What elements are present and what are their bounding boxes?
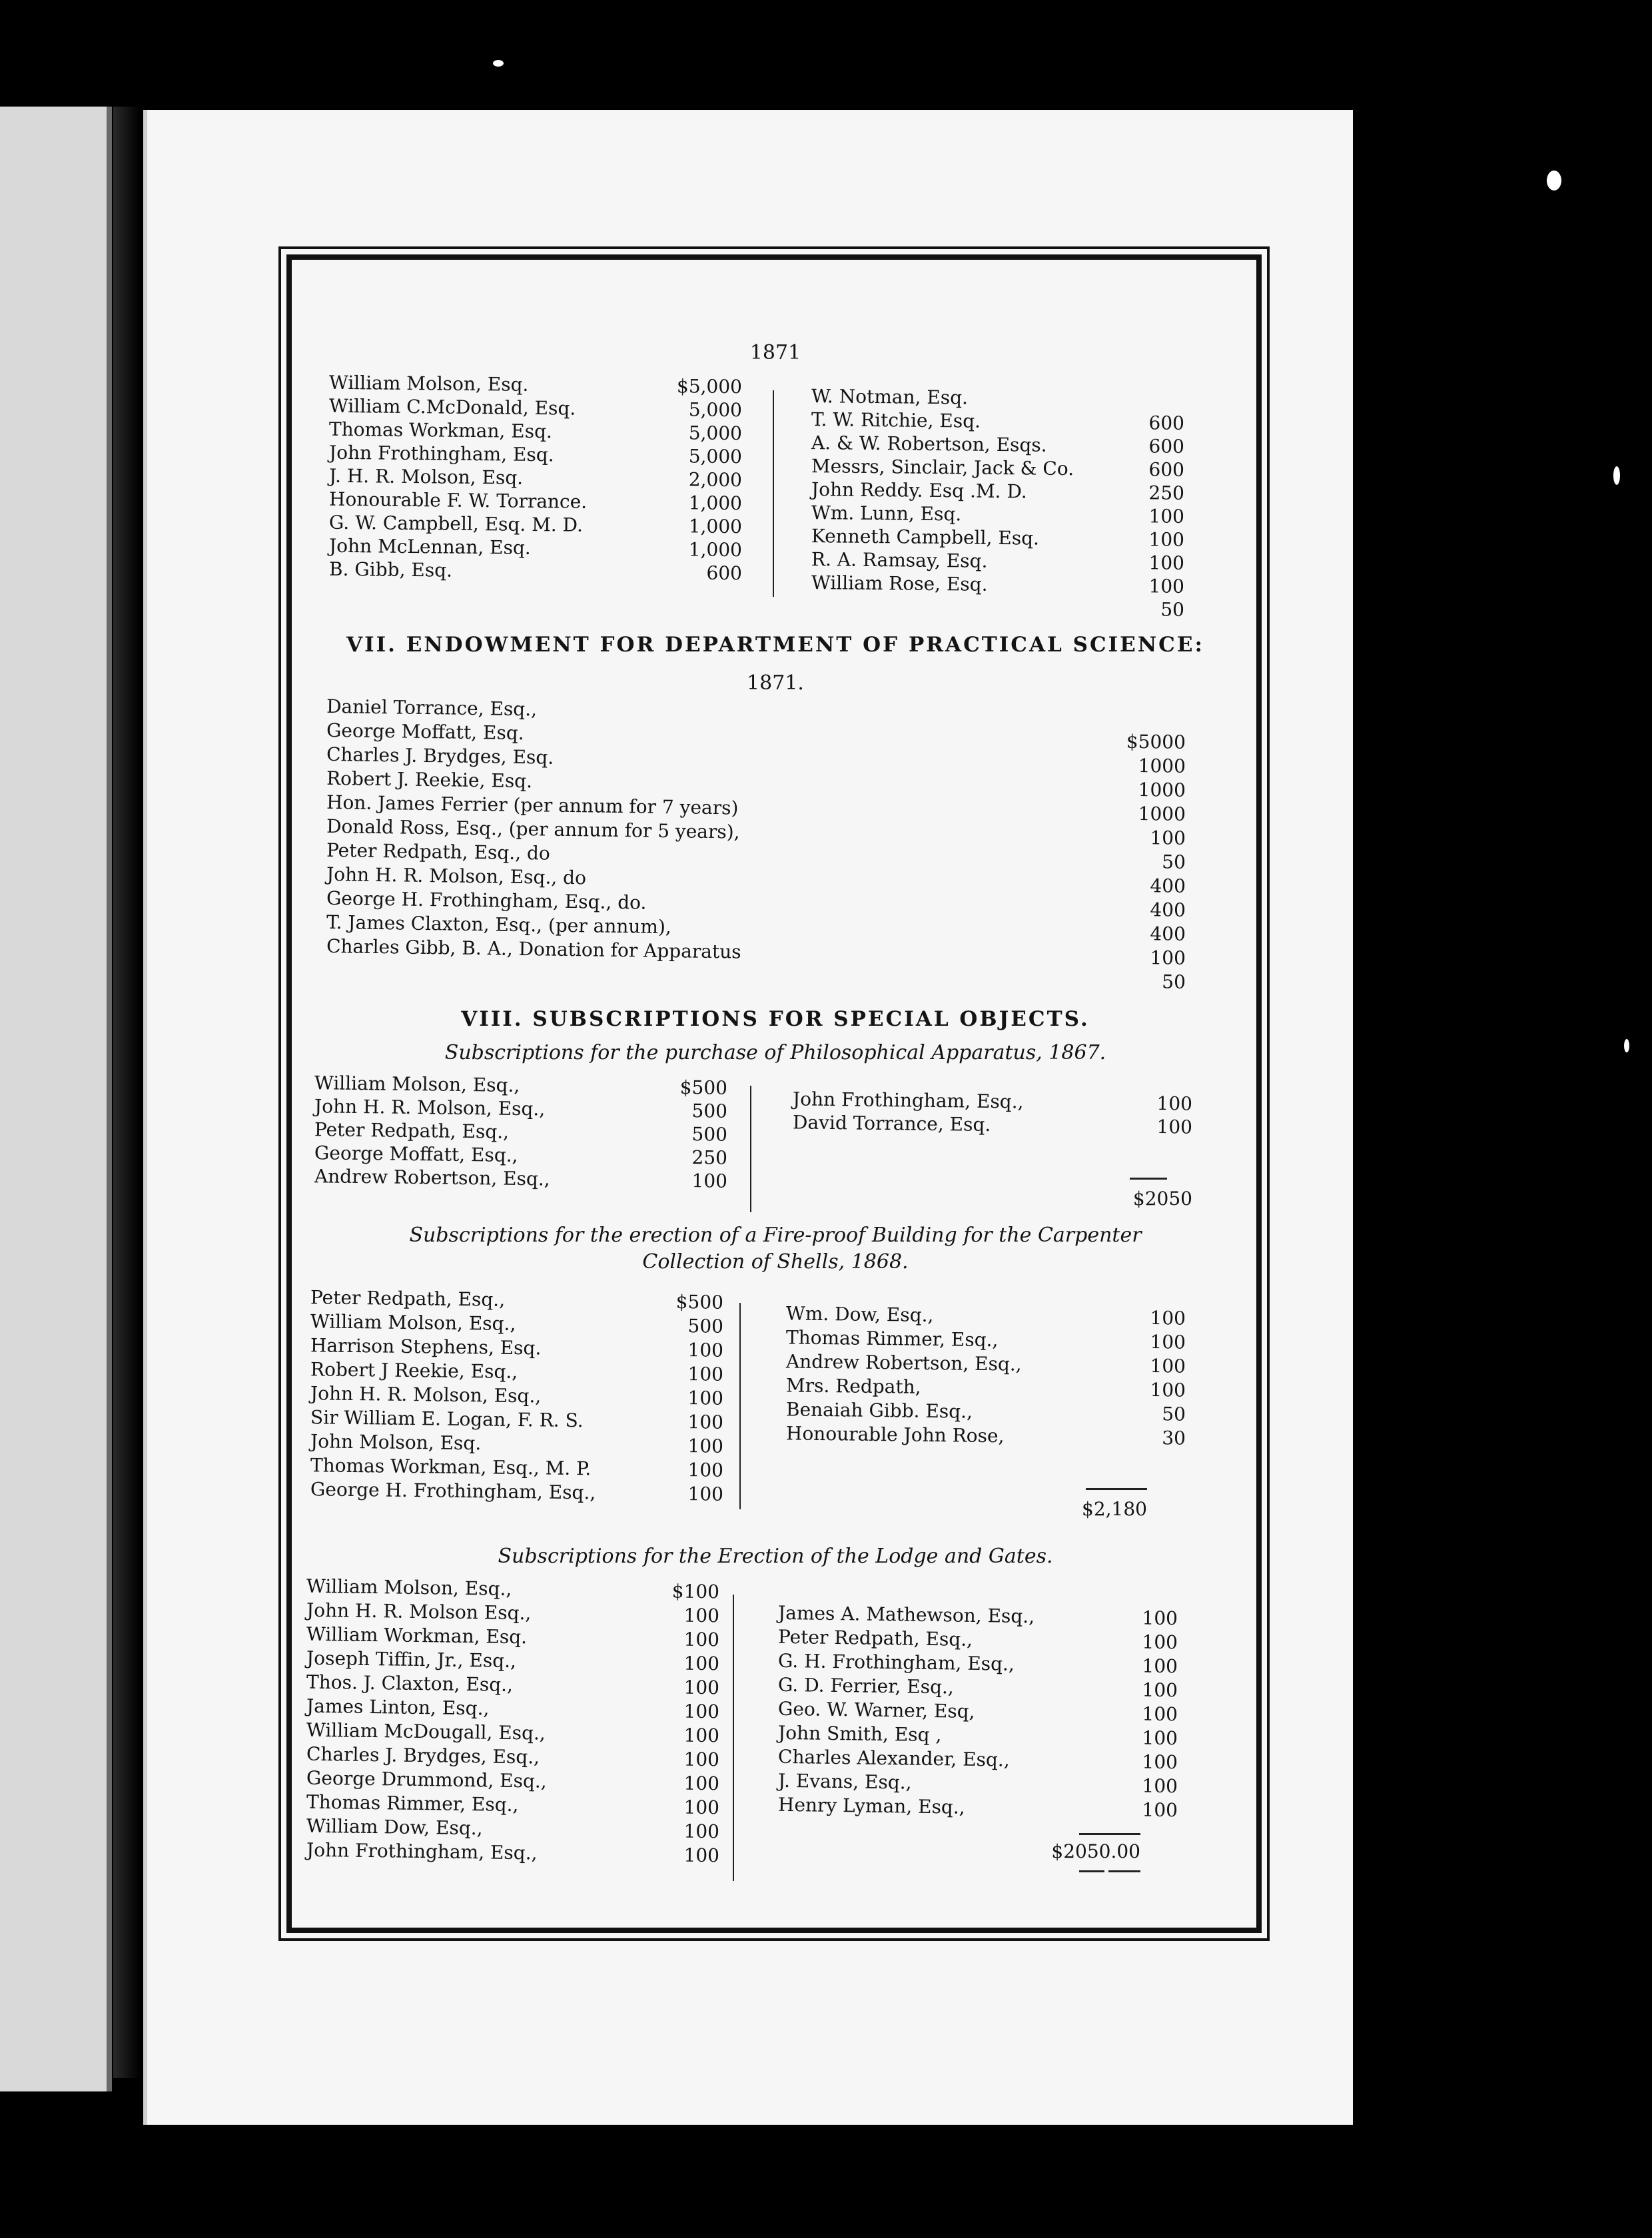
subscriber-name: G. H. Frothingham, Esq., [777, 1649, 1015, 1675]
subscription-amount [1086, 705, 1186, 707]
page-content [300, 266, 1251, 1918]
sub-c-total: $2050.00 [1051, 1840, 1140, 1862]
subscription-amount: 100 [683, 1700, 720, 1723]
subscription-amount: 100 [1142, 1726, 1178, 1750]
subscriber-name: George H. Frothingham, Esq., [310, 1478, 596, 1504]
scan-speck [1624, 1039, 1629, 1052]
subscriber-row [811, 454, 1184, 482]
subscription-amount: 100 [687, 1339, 724, 1361]
subscriber-name: Thomas Workman, Esq., M. P. [310, 1454, 592, 1480]
subscriber-name: John Smith, Esq , [777, 1721, 942, 1746]
subscription-amount: 250 [691, 1146, 728, 1169]
subscription-amount: 100 [1150, 1331, 1186, 1353]
subscription-amount: 50 [1162, 1403, 1186, 1425]
subscriber-name: Kenneth Campbell, Esq. [811, 525, 1040, 550]
subscription-amount: 1,000 [688, 515, 743, 538]
subscriber-name: J. H. R. Molson, Esq. [328, 464, 524, 489]
subscriber-row [811, 524, 1184, 552]
subscription-amount: 50 [1160, 598, 1185, 621]
subscriber-row [811, 408, 1184, 435]
subscriber-name: William C.McDonald, Esq. [328, 394, 576, 420]
subscription-amount: 100 [1148, 505, 1185, 528]
subscription-amount: 2,000 [688, 468, 743, 492]
subscriber-name: George H. Frothingham, Esq., do. [326, 887, 647, 914]
subscriber-name: John H. R. Molson, Esq., do [326, 863, 587, 889]
subscriber-name: Thomas Rimmer, Esq., [306, 1790, 519, 1816]
subscriber-name: John H. R. Molson Esq., [306, 1599, 532, 1625]
subscription-amount: 5,000 [688, 398, 743, 422]
subscription-amount: 100 [687, 1363, 724, 1385]
subscriber-name: Benaiah Gibb. Esq., [785, 1398, 973, 1423]
subscription-amount: $500 [675, 1290, 724, 1313]
subscriber-name: George Moffatt, Esq., [314, 1142, 518, 1166]
subscriber-name: Charles J. Brydges, Esq., [306, 1742, 540, 1768]
subscriber-name: William Molson, Esq., [306, 1575, 512, 1600]
sub-a-right-column [793, 1090, 1192, 1136]
scan-speck [1613, 466, 1620, 485]
subscriber-name: Thomas Rimmer, Esq., [785, 1326, 999, 1351]
subscription-amount: 1,000 [688, 538, 743, 561]
subscription-amount: 5,000 [688, 445, 743, 468]
subscription-amount: 100 [683, 1724, 720, 1747]
subscriber-name: John H. R. Molson, Esq., [314, 1095, 546, 1120]
subscriber-name: William Rose, Esq. [811, 571, 988, 595]
subscription-amount: 100 [1148, 552, 1185, 574]
subscriber-row [811, 431, 1184, 458]
subscription-amount: 100 [1156, 1092, 1193, 1115]
subscriber-name: Robert J. Reekie, Esq. [326, 767, 533, 793]
subscriber-row [811, 384, 1184, 412]
subscription-amount: 100 [683, 1652, 720, 1675]
double-rule [1079, 1870, 1104, 1872]
subscription-amount: 600 [1148, 458, 1185, 481]
subscription-amount: 600 [1148, 412, 1185, 434]
subscriber-name: Peter Redpath, Esq., [310, 1286, 506, 1311]
subscription-amount: 100 [691, 1170, 728, 1192]
subscription-amount: 100 [1150, 946, 1186, 969]
subscription-amount: 100 [683, 1844, 720, 1867]
subscriber-name: Robert J Reekie, Esq., [310, 1358, 518, 1383]
subscriber-name: William McDougall, Esq., [306, 1718, 546, 1744]
subscriber-name: Thomas Workman, Esq. [328, 418, 553, 443]
subscriber-name: R. A. Ramsay, Esq. [811, 548, 988, 572]
subscriber-name: William Dow, Esq., [306, 1814, 483, 1840]
subscription-amount: 600 [1148, 435, 1185, 458]
subscriber-row [306, 1838, 719, 1868]
subscriber-name: Honourable John Rose, [785, 1422, 1005, 1447]
subscription-amount: $100 [671, 1580, 720, 1603]
sub-b-caption-line1: Subscriptions for the erection of a Fire-proof Building for the Carpenter [409, 1224, 1142, 1247]
subscriber-name: William Molson, Esq. [328, 371, 529, 396]
subscriber-name: David Torrance, Esq. [792, 1111, 991, 1136]
subscription-amount: $500 [679, 1076, 728, 1099]
section-viii-heading: VIII. SUBSCRIPTIONS FOR SPECIAL OBJECTS. [461, 1007, 1090, 1031]
sec6-right-column [811, 386, 1184, 619]
subscription-amount: 100 [687, 1459, 724, 1481]
subscription-amount: 100 [1142, 1678, 1178, 1702]
subscriber-name: John Reddy. Esq .M. D. [811, 478, 1027, 503]
subscription-amount: 100 [687, 1435, 724, 1457]
subscriber-name: Harrison Stephens, Esq. [310, 1334, 542, 1359]
subscription-amount: 5,000 [688, 422, 743, 445]
subscription-amount: 1,000 [688, 492, 743, 515]
sub-c-caption: Subscriptions for the Erection of the Lodge and Gates. [498, 1545, 1053, 1568]
sub-c-left-column [306, 1577, 719, 1865]
subscriber-row [811, 594, 1184, 621]
subscription-amount: 100 [1142, 1655, 1178, 1678]
subscriber-row [310, 1477, 723, 1507]
subscriber-name: Sir William E. Logan, F. R. S. [310, 1406, 584, 1432]
subscription-amount: 100 [1148, 528, 1185, 551]
subscriber-row [811, 548, 1184, 575]
subscription-amount: 500 [691, 1123, 728, 1146]
subscriber-name: T. W. Ritchie, Esq. [811, 408, 981, 432]
subscriber-name: William Workman, Esq. [306, 1623, 528, 1649]
subscriber-name: Joseph Tiffin, Jr., Esq., [306, 1647, 517, 1673]
subscriber-name: Peter Redpath, Esq., [314, 1118, 510, 1143]
subscription-amount: 50 [1162, 970, 1186, 993]
sub-a-left-column [314, 1074, 727, 1190]
subscriber-name: Peter Redpath, Esq., [777, 1625, 973, 1651]
scan-speck [493, 60, 504, 67]
subscriber-name: John McLennan, Esq. [328, 534, 531, 559]
subscriber-name: G. D. Ferrier, Esq., [777, 1673, 955, 1698]
double-rule [1108, 1870, 1140, 1872]
subscription-amount: 100 [1142, 1631, 1178, 1654]
sec6-left-column [329, 373, 742, 583]
sub-a-caption: Subscriptions for the purchase of Philosophical Apparatus, 1867. [444, 1041, 1106, 1064]
subscription-amount: 400 [1150, 899, 1186, 921]
subscriber-name: Daniel Torrance, Esq., [326, 695, 538, 721]
subscription-amount: 100 [1148, 575, 1185, 597]
total-rule [1079, 1833, 1140, 1835]
subscriber-name: Honourable F. W. Torrance. [328, 488, 588, 513]
subscription-amount: 100 [1142, 1750, 1178, 1774]
gutter-shadow [113, 107, 140, 2078]
subscriber-name: Wm. Lunn, Esq. [811, 502, 962, 526]
subscriber-name: Henry Lyman, Esq., [777, 1793, 965, 1818]
subscriber-name: Geo. W. Warner, Esq, [777, 1697, 975, 1722]
subscriber-name: James A. Mathewson, Esq., [777, 1601, 1035, 1628]
sub-b-right-column [786, 1304, 1186, 1448]
subscriber-row [778, 1793, 1178, 1822]
subscription-amount: 100 [683, 1604, 720, 1627]
subscriber-name: Thos. J. Claxton, Esq., [306, 1671, 514, 1696]
subscriber-name: Andrew Robertson, Esq., [785, 1350, 1022, 1375]
column-divider [739, 1303, 741, 1509]
subscriber-name: John Molson, Esq. [310, 1430, 482, 1455]
subscriber-row [811, 478, 1184, 505]
subscription-amount: 100 [1142, 1702, 1178, 1726]
subscriber-name: G. W. Campbell, Esq. M. D. [328, 511, 584, 536]
subscriber-name: Charles Gibb, B. A., Donation for Apparatus [326, 934, 741, 963]
subscriber-name: Andrew Robertson, Esq., [314, 1165, 550, 1190]
subscription-amount: 100 [1150, 1307, 1186, 1329]
subscription-amount: 100 [683, 1820, 720, 1843]
subscription-amount: 100 [683, 1772, 720, 1795]
subscriber-name: George Moffatt, Esq. [326, 719, 524, 745]
subscription-amount: 100 [1142, 1798, 1178, 1822]
subscription-amount: 100 [683, 1628, 720, 1651]
subscription-amount [1084, 387, 1184, 388]
subscriber-row [811, 571, 1184, 598]
column-divider [750, 1086, 751, 1212]
subscriber-name: T. James Claxton, Esq., (per annum), [326, 911, 672, 938]
subscriber-name: John Frothingham, Esq., [306, 1838, 538, 1864]
total-rule [1130, 1178, 1167, 1180]
subscription-amount: 1000 [1138, 754, 1186, 777]
subscription-amount: 600 [706, 561, 743, 585]
column-divider [773, 390, 774, 597]
subscriber-name: William Molson, Esq., [314, 1072, 520, 1096]
subscriber-name: George Drummond, Esq., [306, 1766, 547, 1792]
subscription-amount: 1000 [1138, 802, 1186, 825]
subscriber-name: Donald Ross, Esq., (per annum for 5 years), [326, 815, 740, 843]
subscriber-name: Peter Redpath, Esq., do [326, 839, 551, 865]
subscription-amount: 100 [1150, 827, 1186, 849]
subscription-amount: 30 [1162, 1427, 1186, 1449]
subscriber-name: W. Notman, Esq. [811, 385, 969, 409]
subscription-amount: 1000 [1138, 778, 1186, 801]
scan-speck [1547, 171, 1561, 190]
subscriber-name: James Linton, Esq., [306, 1694, 490, 1720]
subscriber-row [811, 501, 1184, 528]
subscription-amount: 100 [683, 1676, 720, 1699]
subscriber-name: John H. R. Molson, Esq., [310, 1382, 542, 1407]
column-divider [733, 1595, 734, 1881]
subscriber-name: John Frothingham, Esq. [328, 441, 554, 466]
subscriber-name: Hon. James Ferrier (per annum for 7 years) [326, 791, 739, 819]
subscription-amount: 100 [1142, 1774, 1178, 1798]
subscriber-row [786, 1421, 1186, 1450]
subscriber-name: John Frothingham, Esq., [792, 1088, 1024, 1113]
subscription-amount: 50 [1162, 851, 1186, 873]
subscription-amount: $5000 [1126, 730, 1186, 753]
subscriber-name: A. & W. Robertson, Esqs. [811, 432, 1047, 456]
sub-c-right-column [777, 1601, 1178, 1822]
subscription-amount: 100 [1150, 1379, 1186, 1401]
subscriber-name: Charles Alexander, Esq., [777, 1745, 1010, 1771]
subscriber-name: B. Gibb, Esq. [328, 558, 453, 581]
subscription-amount: 100 [1156, 1116, 1193, 1138]
subscription-amount: 100 [683, 1796, 720, 1819]
subscription-amount: 100 [687, 1483, 724, 1505]
subscriber-name: Messrs, Sinclair, Jack & Co. [811, 455, 1074, 480]
subscription-amount: 250 [1148, 482, 1185, 504]
subscription-amount: 100 [1150, 1355, 1186, 1377]
subscription-amount: 400 [1150, 923, 1186, 945]
subscriber-name: William Molson, Esq., [310, 1310, 516, 1335]
subscription-amount: 500 [687, 1315, 724, 1337]
subscription-amount: 100 [687, 1387, 724, 1409]
subscriber-name: J. Evans, Esq., [777, 1769, 912, 1794]
total-rule [1086, 1488, 1147, 1490]
page-number: 1871 [749, 341, 801, 364]
subscription-amount: $5,000 [676, 375, 743, 398]
subscription-amount: 100 [683, 1748, 720, 1771]
subscription-amount: 100 [1142, 1607, 1178, 1630]
section-vii-heading: VII. ENDOWMENT FOR DEPARTMENT OF PRACTICAL SCIENCE: [346, 633, 1204, 657]
facing-page-edge [0, 107, 112, 2091]
subscriber-name: Mrs. Redpath, [785, 1374, 921, 1398]
section-vii-year: 1871. [747, 671, 804, 695]
sub-b-total: $2,180 [1082, 1498, 1147, 1520]
subscriber-name: Charles J. Brydges, Esq. [326, 743, 554, 769]
subscriber-row [793, 1110, 1192, 1138]
sub-b-caption-line2: Collection of Shells, 1868. [642, 1250, 909, 1274]
subscription-amount: 100 [687, 1411, 724, 1433]
sec7-list [326, 695, 1192, 993]
subscriber-row [314, 1164, 727, 1193]
sub-b-left-column [310, 1288, 723, 1504]
subscriber-name: Wm. Dow, Esq., [785, 1302, 934, 1327]
subscriber-row [329, 558, 742, 585]
sub-a-total: $2050 [1132, 1188, 1192, 1210]
subscription-amount: 500 [691, 1100, 728, 1122]
subscription-amount: 400 [1150, 875, 1186, 897]
